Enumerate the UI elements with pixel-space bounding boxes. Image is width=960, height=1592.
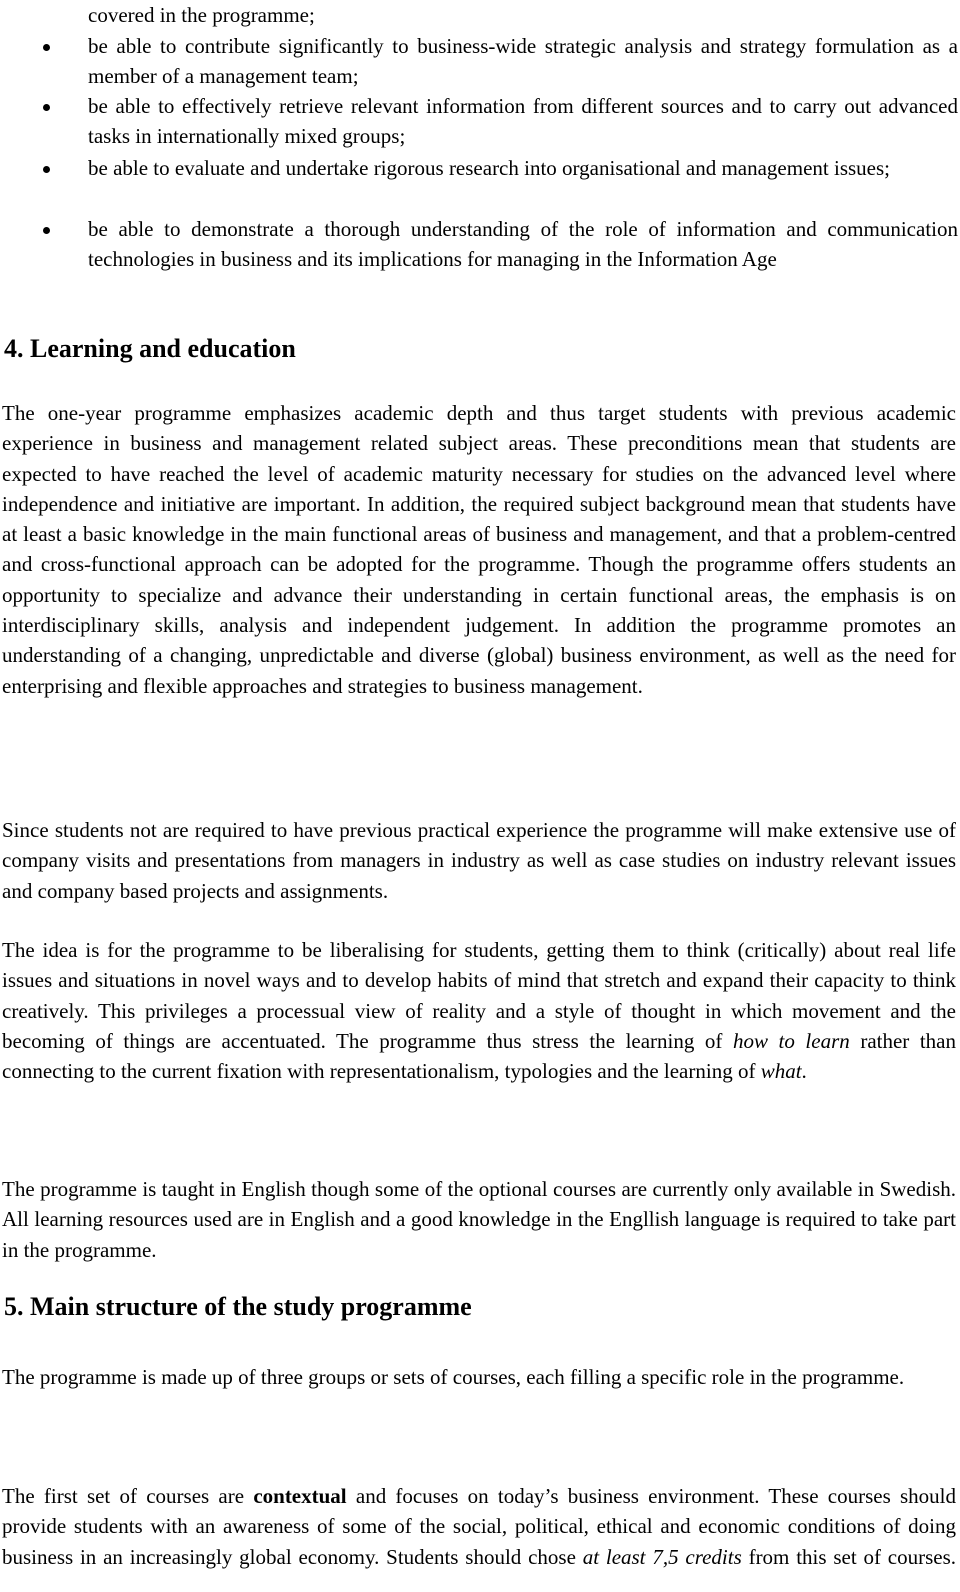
paragraph: Since students not are required to have previous practical experience the programme will make extensive use of company visits and presentations from managers in industry as well as case studies on industry relevant issues and company based projects and assignments. [2,818,956,903]
section-heading: 5. Main structure of the study programme [4,1292,472,1321]
bullet-continuation: covered in the programme; [88,3,315,27]
emphasis-text: at least 7,5 credits [582,1544,742,1569]
paragraph-text: rather than connecting to the current fixation with representationalism, typologies and the learning of [2,1028,956,1084]
paragraph: The one-year programme emphasizes academic depth and thus target students with previous academic experience in business and management related subject areas. These preconditions mean that students are expected to have reached the level of academic maturity necessary for studies on the advanced level where independence and initiative are important. In addition, the required subject background mean that students have at least a basic knowledge in the main functional areas of business and management, and that a problem-centred and cross-functional approach can be adopted for the programme. Though the programme offers students an opportunity to specialize and advance their understanding in certain functional areas, the emphasis is on interdisciplinary skills, analysis and independent judgement. In addition the programme promotes an understanding of a changing, unpredictable and diverse (global) business environment, as well as the need for enterprising and flexible approaches and strategies to business management. [2,401,956,698]
paragraph-text: from this set of courses. [741,1544,956,1569]
bullet-item: be able to evaluate and undertake rigorous research into organisational and management issues; [88,153,958,183]
emphasis-text: how to learn [732,1028,850,1053]
emphasis-text: what [760,1059,802,1084]
paragraph-text: The first set of courses are [2,1484,254,1508]
paragraph-text: and focuses on today’s business environment. These courses should provide students with an awareness of some of the social, political, ethical and economic conditions of doing business in an increasingly global economy. Students should chose [2,1484,956,1569]
bullet-item: be able to effectively retrieve relevant information from different sources and to carry out advanced tasks in internationally mixed groups; [88,91,958,152]
paragraph [2,935,956,1086]
paragraph: The programme is taught in English though some of the optional courses are currently only available in Swedish. All learning resources used are in English and a good knowledge in the Engllish language is required to take part in the programme. [2,1177,956,1262]
paragraph [2,1481,956,1572]
paragraph: The programme is made up of three groups or sets of courses, each filling a specific role in the programme. [2,1365,905,1389]
section-heading: 4. Learning and education [4,334,296,363]
paragraph-text: . [801,1059,807,1084]
strong-text: contextual [253,1484,347,1508]
bullet-item: be able to contribute significantly to business-wide strategic analysis and strategy formulation as a member of a management team; [88,31,958,92]
paragraph-text: The idea is for the programme to be liberalising for students, getting them to think (critically) about real life issues and situations in novel ways and to develop habits of mind that stretch and expand their capacity to think creatively. This privileges a processual view of reality and a style of thought in which movement and the becoming of things are accentuated. The programme thus stress the learning of [2,938,956,1053]
bullet-item: be able to demonstrate a thorough understanding of the role of information and communication technologies in business and its implications for managing in the Information Age [88,214,958,275]
